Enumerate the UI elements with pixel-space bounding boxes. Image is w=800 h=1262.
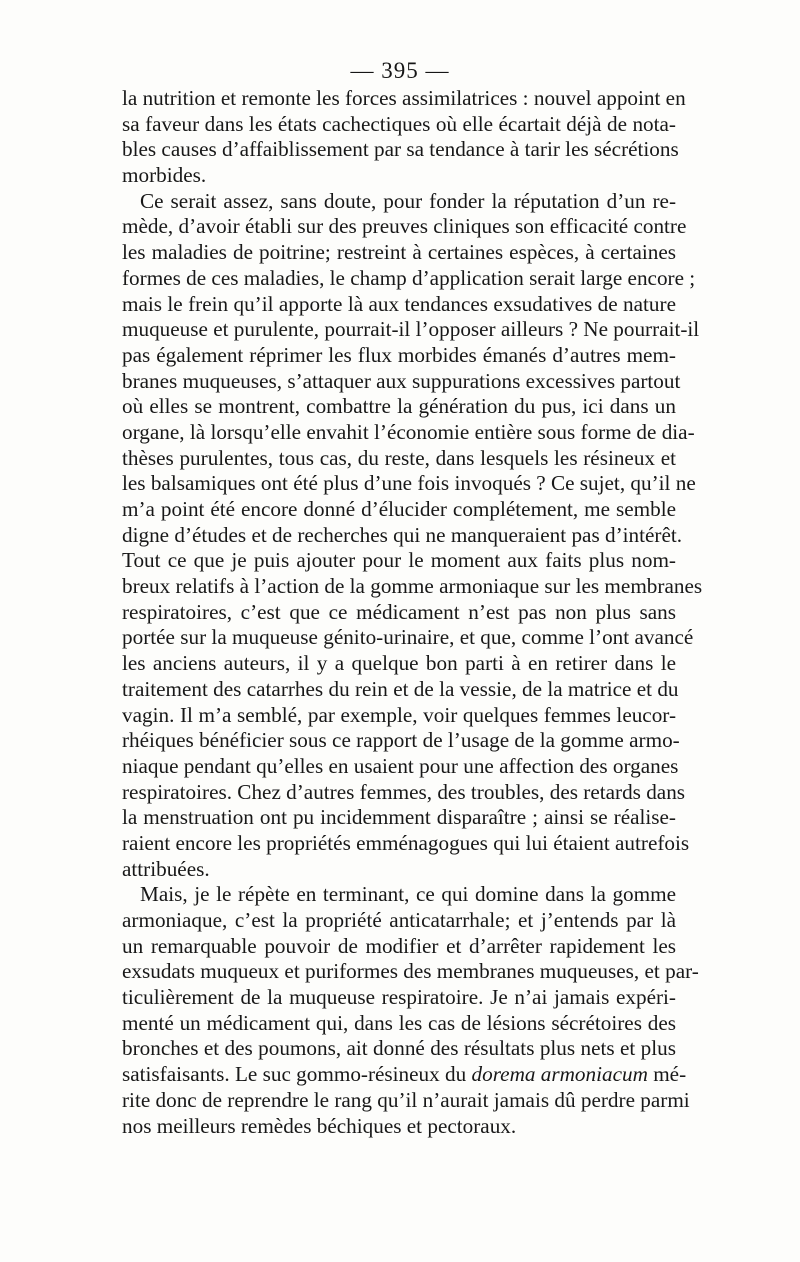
text-line: mède, d’avoir établi sur des preuves cliniques son efficacité contre	[122, 214, 687, 239]
text-line: Ce serait assez, sans doute, pour fonder la réputation d’un re-	[140, 188, 676, 213]
text-line: les balsamiques ont été plus d’une fois invoqués ? Ce sujet, qu’il ne	[122, 471, 696, 496]
text-line: branes muqueuses, s’attaquer aux suppurations excessives partout	[122, 368, 681, 393]
text-line: digne d’études et de recherches qui ne manqueraient pas d’intérêt.	[122, 522, 683, 547]
text-line: les anciens auteurs, il y a quelque bon parti à en retirer dans le	[122, 651, 676, 676]
paragraph-3	[122, 882, 699, 1139]
text-line: vagin. Il m’a semblé, par exemple, voir quelques femmes leucor-	[122, 702, 676, 727]
paragraph-1	[122, 86, 686, 189]
text-line: sa faveur dans les états cachectiques où elle écartait déjà de nota-	[122, 111, 676, 136]
text-line: nos meilleurs remèdes béchiques et pectoraux.	[122, 1113, 517, 1138]
text-line: morbides.	[122, 163, 207, 188]
italic-species-name: dorema armoniacum	[471, 1062, 648, 1087]
text-line: muqueuse et purulente, pourrait-il l’opposer ailleurs ? Ne pourrait-il	[122, 317, 700, 342]
text-line: respiratoires. Chez d’autres femmes, des troubles, des retards dans	[122, 779, 686, 804]
text-line: un remarquable pouvoir de modifier et d’arrêter rapidement les	[122, 933, 676, 958]
text-segment: mé-	[653, 1062, 687, 1087]
text-line: portée sur la muqueuse génito-urinaire, et que, comme l’ont avancé	[122, 625, 694, 650]
text-line: ticulièrement de la muqueuse respiratoire. Je n’ai jamais expéri-	[122, 985, 676, 1010]
text-line: Mais, je le répète en terminant, ce qui domine dans la gomme	[140, 882, 676, 907]
text-line: thèses purulentes, tous cas, du reste, dans lesquels les résineux et	[122, 445, 676, 470]
text-segment: satisfaisants. Le suc gommo-résineux du	[122, 1062, 467, 1087]
page-number: — 395 —	[350, 58, 450, 83]
text-line: organe, là lorsqu’elle envahit l’économie entière sous forme de dia-	[122, 419, 695, 444]
text-line: m’a point été encore donné d’élucider complétement, me semble	[122, 497, 676, 521]
text-line: breux relatifs à l’action de la gomme armoniaque sur les membranes	[122, 574, 703, 599]
body-text	[122, 86, 703, 1139]
text-line: raient encore les propriétés emménagogues qui lui étaient autrefois	[122, 830, 690, 855]
text-line: bles causes d’affaiblissement par sa tendance à tarir les sécrétions	[122, 137, 679, 162]
text-line: la nutrition et remonte les forces assimilatrices : nouvel appoint en	[122, 86, 686, 110]
text-line: pas également réprimer les flux morbides émanés d’autres mem-	[122, 342, 676, 367]
text-line: mais le frein qu’il apporte là aux tendances exsudatives de nature	[122, 291, 676, 316]
text-line: rhéiques bénéficier sous ce rapport de l’usage de la gomme armo-	[122, 728, 680, 753]
text-line: exsudats muqueux et puriformes des membranes muqueuses, et par-	[122, 959, 699, 984]
text-line: rite donc de reprendre le rang qu’il n’aurait jamais dû perdre parmi	[122, 1087, 690, 1112]
text-line: traitement des catarrhes du rein et de la vessie, de la matrice et du	[122, 676, 679, 701]
text-line: les maladies de poitrine; restreint à certaines espèces, à certaines	[122, 240, 676, 265]
text-line: respiratoires, c’est que ce médicament n’est pas non plus sans	[122, 599, 676, 624]
text-line: attribuées.	[122, 856, 210, 881]
text-line: bronches et des poumons, ait donné des résultats plus nets et plus	[122, 1036, 676, 1061]
text-line: formes de ces maladies, le champ d’application serait large encore ;	[122, 265, 696, 290]
text-line-mixed	[122, 1062, 687, 1088]
text-line: Tout ce que je puis ajouter pour le moment aux faits plus nom-	[122, 548, 676, 573]
text-line: menté un médicament qui, dans les cas de lésions sécrétoires des	[122, 1010, 676, 1035]
text-line: la menstruation ont pu incidemment disparaître ; ainsi se réalise-	[122, 805, 676, 830]
paragraph-2	[122, 188, 703, 883]
text-line: où elles se montrent, combattre la génération du pus, ici dans un	[122, 394, 676, 419]
text-line: armoniaque, c’est la propriété anticatarrhale; et j’entends par là	[122, 908, 676, 932]
text-line: niaque pendant qu’elles en usaient pour une affection des organes	[122, 753, 679, 778]
